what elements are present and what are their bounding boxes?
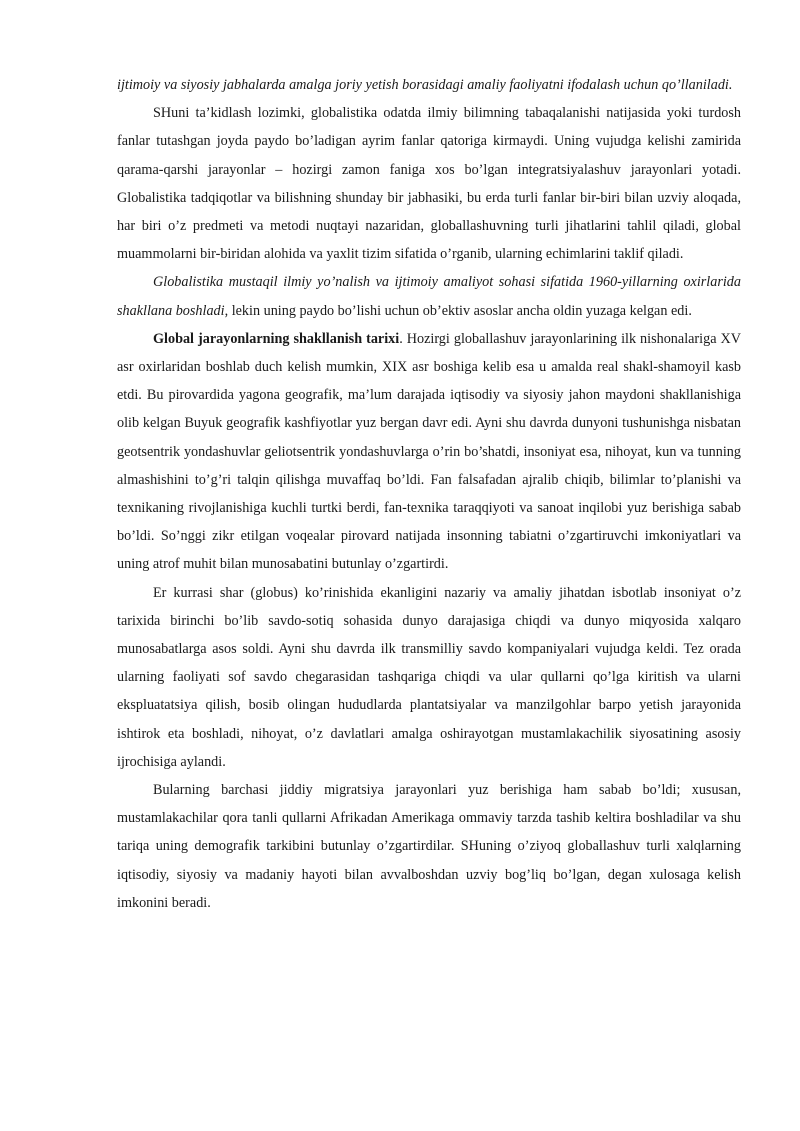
section-heading: Global jarayonlarning shakllanish tarixi xyxy=(153,330,400,347)
paragraph-text: , lekin uning paydo bo’lishi uchun ob’ektiv asoslar ancha oldin yuzaga kelgan edi. xyxy=(224,302,692,319)
paragraph-text: . Hozirgi globallashuv jarayonlarining ilk nishonalariga XV asr oxirlaridan boshlab duch kelish mumkin, XIX asr boshiga kelib esa u amalda real shakl-shamoyil kasb etdi. Bu pirovardida yagona geografik, ma’lum darajada iqtisodiy va siyosiy jahon maydoni shakllanishiga olib kelgan Buyuk geografik kashfiyotlar yuz bergan davr edi. Ayni shu davrda dunyoni tushunishga nisbatan geotsentrik yondashuvlar geliotsentrik yondashuvlarga o’rin bo’shatdi, insoniyat esa, nihoyat, kun va tunning almashishini to’g’ri talqin qilishga muvaffaq bo’ldi. Fan falsafadan ajralib chiqib, bilimlar to’planishi va texnikaning rivojlanishiga kuchli turtki berdi, fan-texnika taraqqiyoti va sanoat inqilobi yuz berishiga sabab bo’ldi. So’nggi zikr etilgan voqealar pirovard natijada insonning tabiatni o’zgartiruvchi imkoniyatlari va uning atrof muhit bilan munosabatini butunlay o’zgartirdi. xyxy=(117,330,741,573)
paragraph-globalistics-integration xyxy=(117,99,741,268)
italic-text: Globalistika mustaqil ilmiy yo’nalish va ijtimoiy amaliyot sohasi sifatida 1960-yillarning oxirlarida shakllana boshladi xyxy=(117,274,741,319)
italic-text: ijtimoiy va siyosiy jabhalarda amalga joriy yetish borasidagi amaliy faoliyatni ifodalash uchun qo’llaniladi. xyxy=(117,77,733,93)
paragraph-globalistics-origin xyxy=(117,268,741,324)
paragraph-text: Bularning barchasi jiddiy migratsiya jarayonlari yuz berishiga ham sabab bo’ldi; xususan, mustamlakachilar qora tanli qullarni Afrikadan Amerikaga ommaviy tarzda tashib keltira boshladilar va shu tariqa uning demografik tarkibini butunlay o’zgartirdilar. SHuning o’ziyoq globallashuv turli xalqlarning iqtisodiy, siyosiy va madaniy hayoti bilan avvalboshdan uzviy bog’liq bo’lgan, degan xulosaga kelish imkonini beradi. xyxy=(117,782,741,911)
paragraph-migration xyxy=(117,776,741,917)
document-page xyxy=(117,71,741,917)
paragraph-text: Er kurrasi shar (globus) ko’rinishida ekanligini nazariy va amaliy jihatdan isbotlab insoniyat o’z tarixida birinchi bo’lib savdo-sotiq sohasida dunyo darajasiga chiqdi va dunyo miqyosida xalqaro munosabatlarga asos soldi. Ayni shu davrda ilk transmilliy savdo kompaniyalari vujudga keldi. Tez orada ularning faoliyati sof savdo chegarasidan tashqariga chiqdi va ular qullarni qo’lga kiritish va ularni ekspluatatsiya qilish, bosib olingan hududlarda plantatsiyalar va manzilgohlar barpo yetish jarayonida ishtirok eta boshladi, nihoyat, o’z davlatlari amalga oshirayotgan mustamlakachilik siyosatining asosiy ijrochisiga aylandi. xyxy=(117,584,741,770)
paragraph-global-processes-history xyxy=(117,325,741,579)
paragraph-text: SHuni ta’kidlash lozimki, globalistika odatda ilmiy bilimning tabaqalanishi natijasida yoki turdosh fanlar tutashgan joyda paydo bo’ladigan ayrim fanlar qatoriga kirmaydi. Uning vujudga kelishi zamirida qarama-qarshi jarayonlar – hozirgi zamon faniga xos bo’lgan integratsiyalashuv jarayonlari yotadi. Globalistika tadqiqotlar va bilishning shunday bir jabhasiki, bu erda turli fanlar bir-biri bilan uzviy aloqada, har biri o’z predmeti va metodi nuqtayi nazaridan, globallashuvning turli jihatlarini tahlil qiladi, global muammolarni bir-biridan alohida va yaxlit tizim sifatida o’rganib, ularning echimlarini taklif qiladi. xyxy=(117,105,741,263)
paragraph-continuation xyxy=(117,71,741,99)
paragraph-earth-globe xyxy=(117,579,741,776)
